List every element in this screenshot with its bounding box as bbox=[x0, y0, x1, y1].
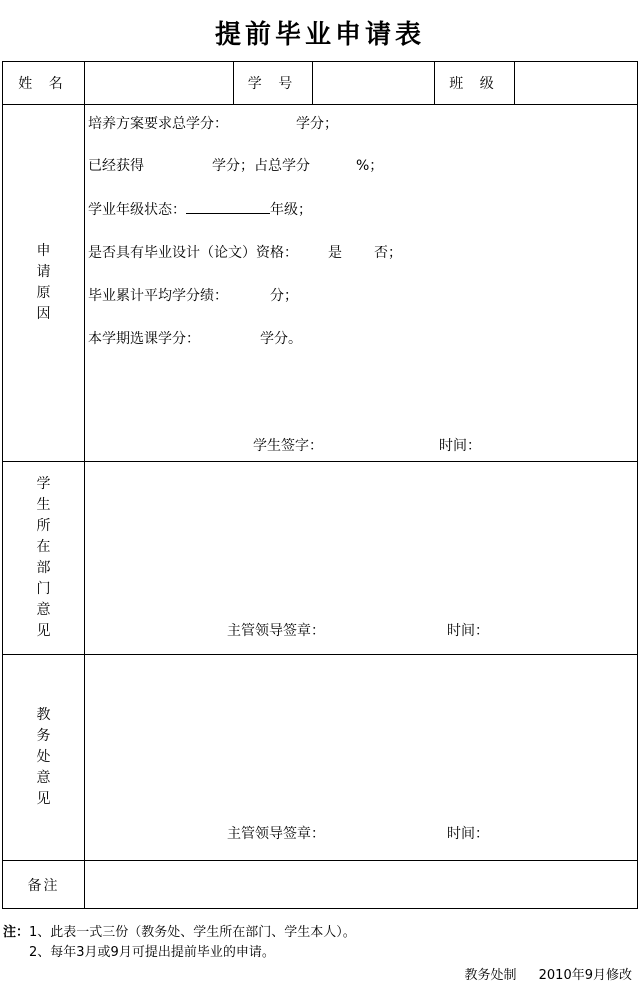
student-signature-label: 学生签字： bbox=[253, 438, 323, 454]
academic-affairs-label-char: 处 bbox=[36, 749, 51, 765]
academic-affairs-row bbox=[3, 655, 638, 861]
department-label-char: 门 bbox=[36, 581, 51, 597]
grade-blank[interactable] bbox=[186, 199, 270, 214]
department-opinion-content[interactable] bbox=[85, 462, 638, 655]
footer bbox=[446, 964, 632, 983]
student-id-label: 学 号 bbox=[234, 62, 313, 105]
department-label-char: 意 bbox=[36, 602, 51, 618]
class-field[interactable] bbox=[515, 62, 638, 105]
reason-label bbox=[3, 105, 85, 462]
thesis-eligibility-line: 是否具有毕业设计（论文）资格： 是 否； bbox=[88, 245, 402, 261]
reason-row bbox=[3, 105, 638, 462]
student-id-field[interactable] bbox=[313, 62, 435, 105]
department-label-char: 所 bbox=[36, 518, 51, 534]
required-credits-line: 培养方案要求总学分： 学分； bbox=[88, 116, 338, 132]
academic-affairs-time-label: 时间： bbox=[447, 826, 489, 842]
academic-affairs-label-char: 教 bbox=[36, 707, 51, 723]
remarks-label: 备注 bbox=[3, 861, 85, 909]
academic-affairs-opinion-content[interactable] bbox=[85, 655, 638, 861]
department-opinion-label bbox=[3, 462, 85, 655]
academic-affairs-label-char: 意 bbox=[36, 770, 51, 786]
department-label-char: 部 bbox=[36, 560, 51, 576]
department-label-char: 在 bbox=[36, 539, 51, 555]
footer-issuer: 教务处制 bbox=[464, 968, 517, 983]
department-signature-label: 主管领导签章： bbox=[227, 623, 325, 639]
name-field[interactable] bbox=[85, 62, 234, 105]
department-label-char: 生 bbox=[36, 497, 51, 513]
notes bbox=[3, 923, 356, 963]
academic-affairs-signature-label: 主管领导签章： bbox=[227, 826, 325, 842]
class-label: 班 级 bbox=[435, 62, 515, 105]
remarks-field[interactable] bbox=[85, 861, 638, 909]
department-time-label: 时间： bbox=[447, 623, 489, 639]
department-label-char: 学 bbox=[36, 476, 51, 492]
notes-prefix: 注： bbox=[3, 925, 30, 940]
header-row bbox=[3, 62, 638, 105]
name-label: 姓 名 bbox=[3, 62, 85, 105]
reason-label-char: 原 bbox=[36, 285, 51, 301]
remarks-row bbox=[3, 861, 638, 909]
academic-affairs-opinion-label bbox=[3, 655, 85, 861]
department-row bbox=[3, 462, 638, 655]
gpa-line: 毕业累计平均学分绩： 分； bbox=[88, 288, 298, 304]
reason-time-label: 时间： bbox=[439, 438, 481, 454]
academic-affairs-label-char: 务 bbox=[36, 728, 51, 744]
application-form-table bbox=[2, 61, 638, 909]
note-item-1-text: 1、此表一式三份（教务处、学生所在部门、学生本人）。 bbox=[29, 925, 356, 940]
note-item-1 bbox=[3, 923, 356, 943]
page-title: 提前毕业申请表 bbox=[214, 20, 425, 50]
grade-status-line: 学业年级状态： 年级； bbox=[88, 199, 312, 219]
no-option[interactable]: 否； bbox=[374, 245, 402, 261]
department-label-char: 见 bbox=[36, 623, 51, 639]
footer-revision: 2010年9月修改 bbox=[538, 968, 632, 983]
reason-label-char: 因 bbox=[36, 306, 51, 322]
reason-content[interactable] bbox=[85, 105, 638, 462]
academic-affairs-label-char: 见 bbox=[36, 791, 51, 807]
reason-label-char: 请 bbox=[36, 264, 51, 280]
reason-label-char: 申 bbox=[36, 243, 51, 259]
note-item-2: 2、每年3月或9月可提出提前毕业的申请。 bbox=[29, 945, 275, 960]
yes-option[interactable]: 是 bbox=[328, 245, 342, 261]
earned-credits-line: 已经获得 学分；占总学分 %； bbox=[88, 158, 384, 174]
semester-credits-line: 本学期选课学分： 学分。 bbox=[88, 331, 302, 347]
